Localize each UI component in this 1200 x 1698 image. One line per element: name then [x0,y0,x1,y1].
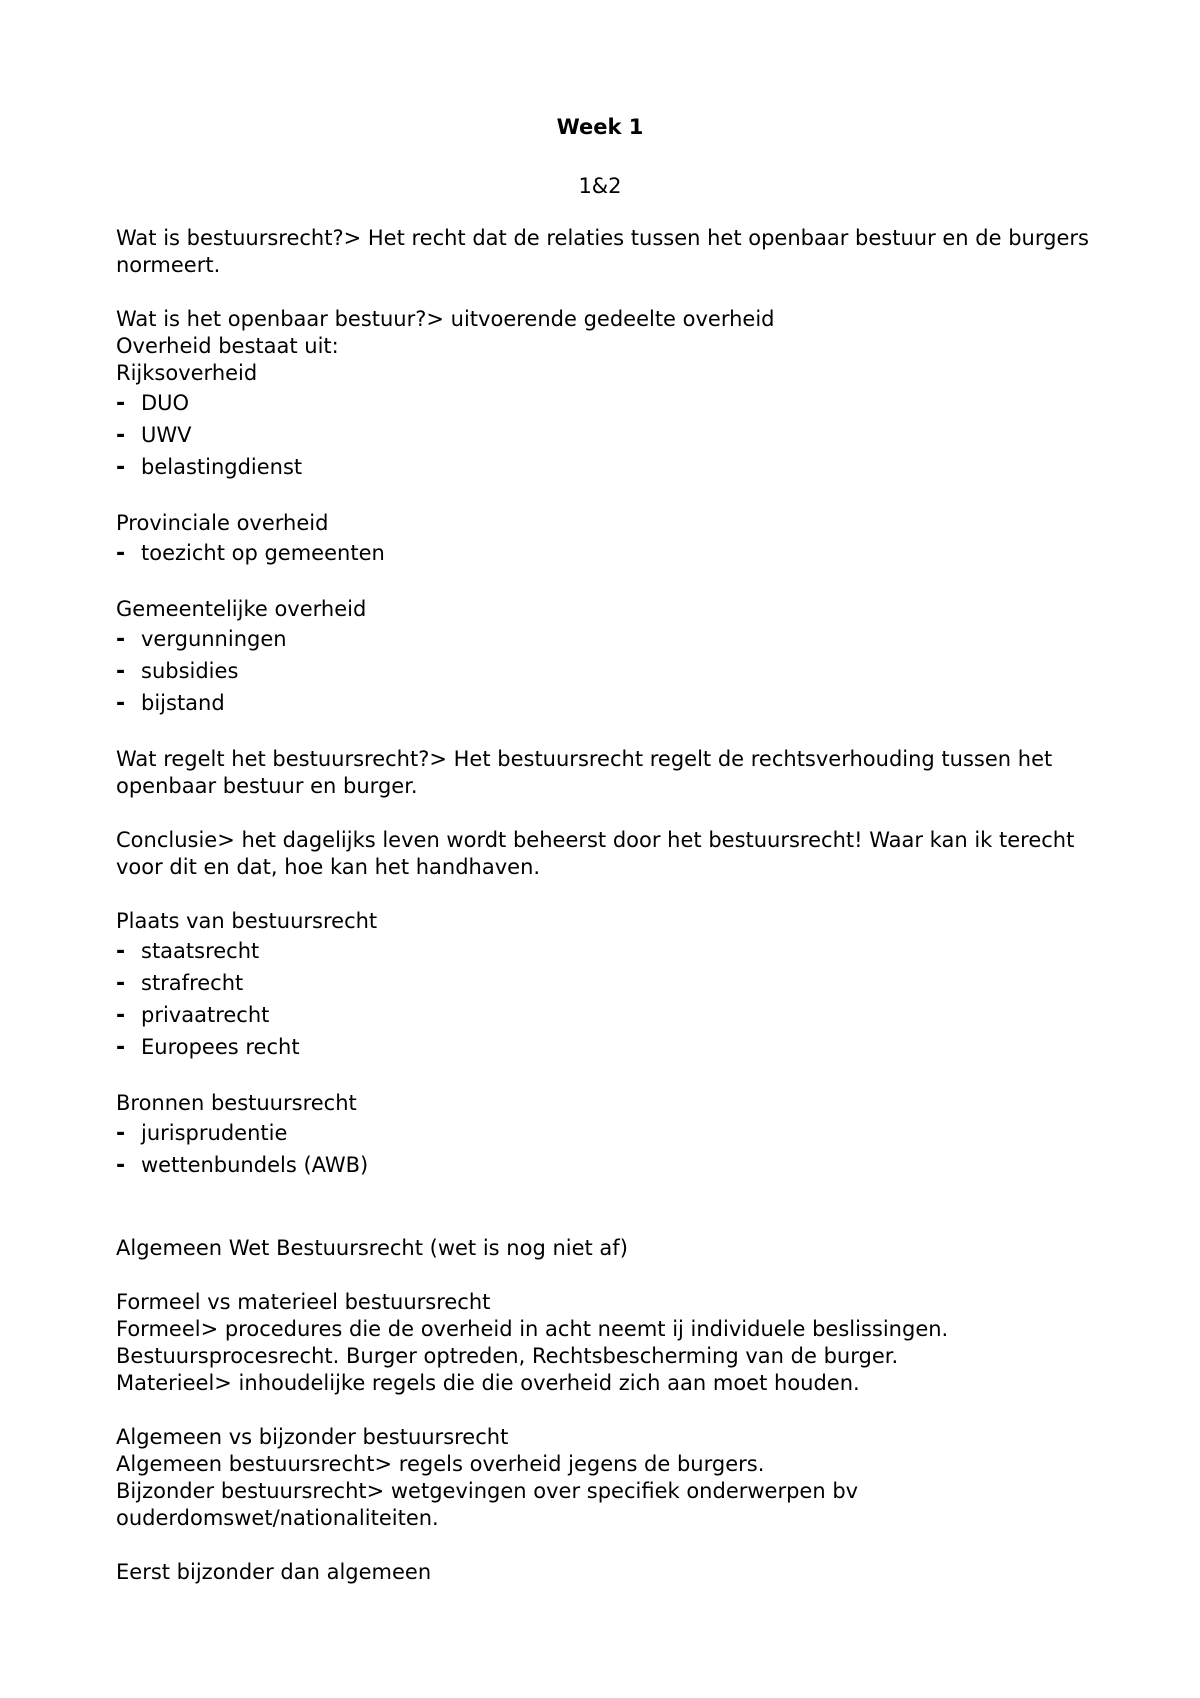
dash-icon: - [116,390,126,416]
question-regelt: Wat regelt het bestuursrecht?> Het bestuursrecht regelt de rechtsverhouding tussen het openbaar bestuur en burger. [116,747,1053,798]
dash-icon: - [116,690,126,716]
dash-icon: - [116,970,126,996]
list-item: - DUO [116,390,190,416]
overheid-intro: Overheid bestaat uit: [116,334,339,358]
awb-note: Algemeen Wet Bestuursrecht (wet is nog niet af) [116,1236,628,1260]
list-item: - bijstand [116,690,225,716]
dash-icon: - [116,938,126,964]
rijksoverheid-heading: Rijksoverheid [116,361,258,385]
algemeen-line: Algemeen bestuursrecht> regels overheid jegens de burgers. [116,1452,765,1476]
question-bestuursrecht: Wat is bestuursrecht?> Het recht dat de relaties tussen het openbaar bestuur en de burgers normeert. [116,226,1089,277]
formeel-line: Bestuursprocesrecht. Burger optreden, Rechtsbescherming van de burger. [116,1344,899,1368]
formeel-line: Materieel> inhoudelijke regels die die overheid zich aan moet houden. [116,1371,860,1395]
algemeen-line: Bijzonder bestuursrecht> wetgevingen over specifiek onderwerpen bv ouderdomswet/nationaliteiten. [116,1479,859,1530]
dash-icon: - [116,626,126,652]
list-item: - strafrecht [116,970,244,996]
list-item: - belastingdienst [116,454,303,480]
dash-icon: - [116,1152,126,1178]
dash-icon: - [116,422,126,448]
dash-icon: - [116,1002,126,1028]
bronnen-heading: Bronnen bestuursrecht [116,1091,357,1115]
conclusie: Conclusie> het dagelijks leven wordt beheerst door het bestuursrecht! Waar kan ik terecht voor dit en dat, hoe kan het handhaven. [116,828,1075,879]
list-item: - wettenbundels (AWB) [116,1152,369,1178]
formeel-heading: Formeel vs materieel bestuursrecht [116,1290,491,1314]
list-item: - jurisprudentie [116,1120,288,1146]
list-item: - staatsrecht [116,938,260,964]
page-subtitle: 1&2 [578,174,622,198]
formeel-line: Formeel> procedures die de overheid in acht neemt ij individuele beslissingen. [116,1317,949,1341]
dash-icon: - [116,658,126,684]
list-item: - UWV [116,422,192,448]
list-item: - vergunningen [116,626,287,652]
list-item: - subsidies [116,658,239,684]
list-item: - privaatrecht [116,1002,270,1028]
gemeentelijke-overheid-heading: Gemeentelijke overheid [116,597,367,621]
list-item: - Europees recht [116,1034,300,1060]
dash-icon: - [116,1120,126,1146]
dash-icon: - [116,540,126,566]
page-title: Week 1 [556,115,644,139]
algemeen-heading: Algemeen vs bijzonder bestuursrecht [116,1425,509,1449]
dash-icon: - [116,1034,126,1060]
plaats-heading: Plaats van bestuursrecht [116,909,378,933]
dash-icon: - [116,454,126,480]
provinciale-overheid-heading: Provinciale overheid [116,511,329,535]
eerst-bijzonder: Eerst bijzonder dan algemeen [116,1560,432,1584]
list-item: - toezicht op gemeenten [116,540,385,566]
question-openbaar-bestuur: Wat is het openbaar bestuur?> uitvoerende gedeelte overheid [116,307,775,331]
document-body [116,225,1096,1586]
